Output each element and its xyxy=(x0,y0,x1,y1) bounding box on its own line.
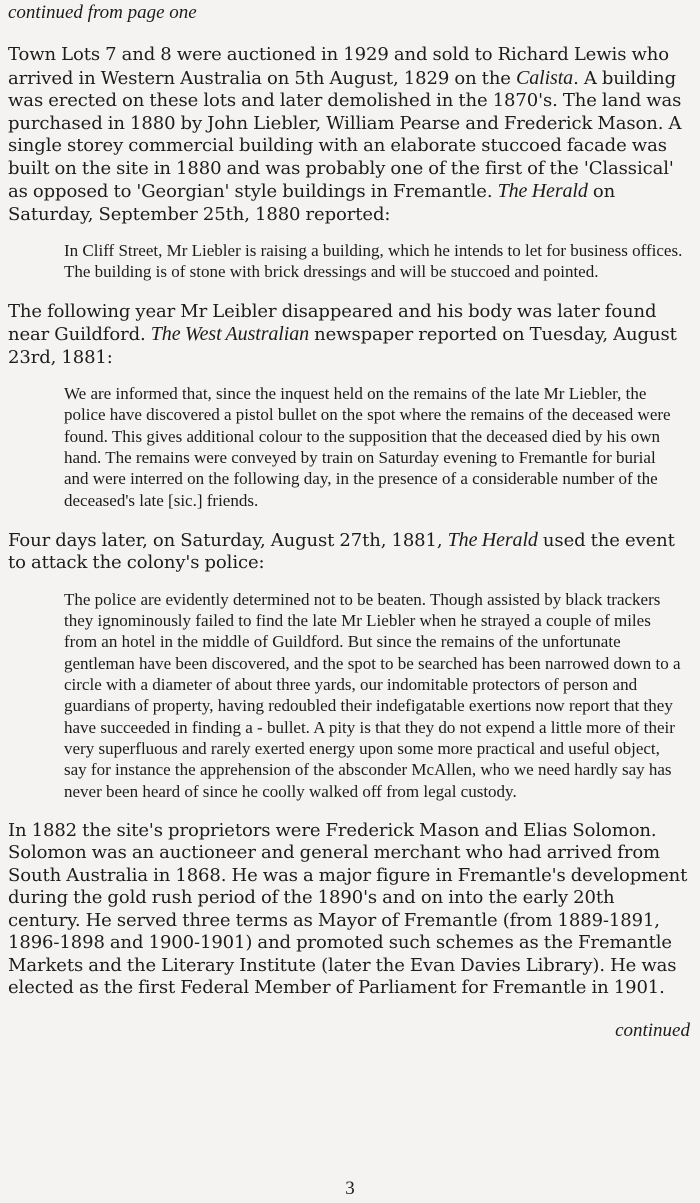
quote-west-australian-1881: We are informed that, since the inquest held on the remains of the late Mr Liebler, the police have discovered a pistol bullet on the spot where the remains of the deceased were found. This gives additional colour to the supposition that the deceased died by his own hand. The remains were conveyed by train on Saturday evening to Fremantle for burial and were interred on the following day, in the presence of a considerable number of the deceased's late [sic.] friends. xyxy=(64,384,671,510)
paragraph-text: Town Lots 7 and 8 were auctioned in 1929 and sold to Richard Lewis who arrived in Western Australia on 5th August, 1829 on the xyxy=(8,44,669,89)
quote-herald-1880: In Cliff Street, Mr Liebler is raising a building, which he intends to let for business offices. The building is of stone with brick dressings and will be stuccoed and pointed. xyxy=(64,241,683,282)
paragraph-police-attack xyxy=(8,529,690,575)
page-number: 3 xyxy=(345,1178,355,1199)
paragraph-town-lots xyxy=(8,44,690,226)
paragraph-text: . A building was erected on these lots and later demolished in the 1870's. The land was purchased in 1880 by John Liebler, William Pearse and Frederick Mason. A single storey commercial building with an elaborate stuccoed facade was built on the site in 1880 and was probably one of the first of the 'Classical' as opposed to 'Georgian' style buildings in Fremantle. xyxy=(8,67,682,202)
newspaper-name: The Herald xyxy=(447,528,538,551)
continued-from-note: continued from page one xyxy=(8,2,197,23)
newspaper-name: The West Australian xyxy=(150,323,310,346)
paragraph-text: The following year Mr Leibler disappeared and his body was later found near Guildford. xyxy=(8,300,657,346)
paragraph-text: on Saturday, September 25th, 1880 reported: xyxy=(8,181,616,225)
continued-note: continued xyxy=(615,1019,690,1041)
paragraph-text: used the event to attack the colony's police: xyxy=(8,529,675,574)
newspaper-name: The Herald xyxy=(497,180,588,202)
paragraph-solomon: In 1882 the site's proprietors were Frederick Mason and Elias Solomon. Solomon was an auctioneer and general merchant who had arrived from South Australia in 1868. He was a major figure in Fremantle's development during the gold rush period of the 1890's and on into the early 20th century. He served three terms as Mayor of Fremantle (from 1889-1891, 1896-1898 and 1900-1901) and promoted such schemes as the Fremantle Markets and the Literary Institute (later the Evan Davies Library). He was elected as the first Federal Member of Parliament for Fremantle in 1901. xyxy=(8,819,688,999)
quote-herald-1881: The police are evidently determined not to be beaten. Though assisted by black trackers they ignominously failed to find the late Mr Liebler when he strayed a couple of miles from an hotel in the middle of Guildford. But since the remains of the unfortunate gentleman have been discovered, and the spot to be searched has been narrowed down to a circle with a diameter of about three yards, our indomitable protectors of person and guardians of property, having redoubled their indefigatable exertions now report that they have succeeded in finding a - bullet. A pity is that they do not expend a little more of their very superfluous and rarely exerted energy upon some more practical and useful object, say for instance the apprehension of the absconder McAllen, who we need hardly say has never been heard of since he coolly walked off from legal custody. xyxy=(64,589,681,801)
paragraph-text: newspaper reported on Tuesday, August 23rd, 1881: xyxy=(8,324,677,368)
paragraph-text: Four days later, on Saturday, August 27th, 1881, xyxy=(8,529,448,551)
paragraph-disappearance xyxy=(8,301,690,370)
ship-name: Calista xyxy=(515,66,574,89)
